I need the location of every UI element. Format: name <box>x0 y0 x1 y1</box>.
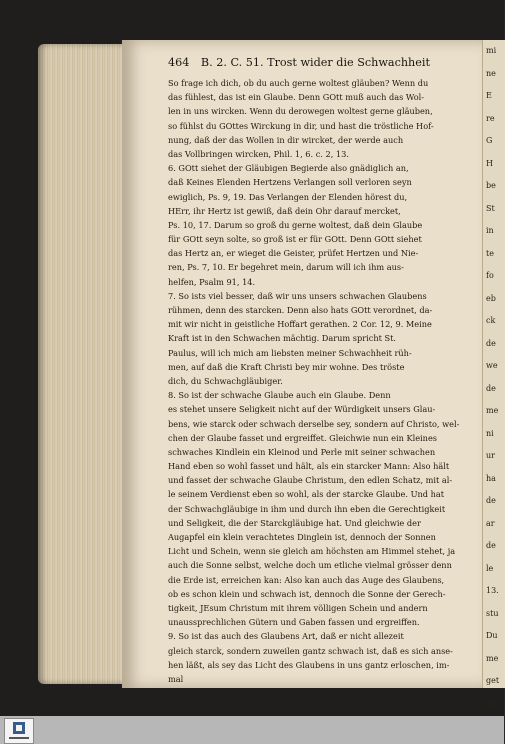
text-line: men, auf daß die Kraft Christi bey mir wohne. Des tröste <box>168 361 405 372</box>
text-line: gleich starck, sondern zuweilen gantz schwach ist, daß es sich anse- <box>168 645 453 656</box>
text-line: Ps. 10, 17. Darum so groß du gerne woltest, daß dein Glaube <box>168 219 423 230</box>
text-line: schwaches Kindlein ein Kleinod und Perle mit seiner schwachen <box>168 446 436 457</box>
facing-page-line: Du <box>486 631 498 640</box>
facing-page-line: St <box>486 203 495 213</box>
facing-page-line: te <box>486 248 494 258</box>
text-line: len in uns wircken. Wenn du derowegen woltest gerne gläuben, <box>168 106 433 117</box>
text-line: So frage ich dich, ob du auch gerne woltest gläuben? Wenn du <box>168 78 429 88</box>
facing-page-line: de <box>486 383 496 393</box>
text-line: Licht und Schein, wenn sie gleich am höchsten am Himmel stehet, ja <box>168 546 456 557</box>
text-line: 8. So ist der schwache Glaube auch ein Glaube. Denn <box>168 390 391 401</box>
facing-page-line: ck <box>486 316 496 325</box>
page-number: 464 <box>168 56 190 69</box>
text-line: das Vollbringen wircken, Phil. 1, 6. c. 2, 13. <box>168 148 349 159</box>
facing-page-line: le <box>486 563 494 573</box>
facing-page-line: we <box>486 361 498 370</box>
text-line: mal <box>168 673 184 684</box>
facing-page-line: ha <box>486 473 496 483</box>
text-line: HErr, ihr Hertz ist gewiß, daß dein Ohr darauf mercket, <box>168 205 401 216</box>
text-line: das Hertz an, er wieget die Geister, prüfet Hertzen und Nie- <box>168 248 419 259</box>
facing-page-line: ar <box>486 518 495 528</box>
facing-page-line: ur <box>486 451 495 460</box>
text-line: tigkeit, JEsum Christum mit ihrem völligen Schein und andern <box>168 602 428 613</box>
text-line: unaussprechlichen Gütern und Gaben fassen und ergreiffen. <box>168 617 420 628</box>
text-line: ren, Ps. 7, 10. Er begehret mein, darum will ich ihm aus- <box>168 262 404 273</box>
text-line: das fühlest, das ist ein Glaube. Denn GOtt muß auch das Wol- <box>168 92 425 103</box>
facing-page-line: in <box>486 226 494 235</box>
facing-page-line: de <box>486 496 496 505</box>
text-line: Hand eben so wohl fasset und hält, als ein starcker Mann: Also hält <box>168 461 450 472</box>
book-page-edges <box>38 44 124 684</box>
text-line: helfen, Psalm 91, 14. <box>168 276 256 287</box>
facing-page-line: me <box>486 406 499 415</box>
facing-page-line: me <box>486 653 499 663</box>
text-line: Paulus, will ich mich am liebsten meiner Schwachheit rüh- <box>168 347 412 358</box>
facing-page-line: mi <box>486 46 497 55</box>
text-line: daß Keines Elenden Hertzens Verlangen soll verloren seyn <box>168 177 412 188</box>
text-line: so fühlst du GOttes Wirckung in dir, und hast die tröstliche Hof- <box>168 120 434 131</box>
facing-page-fragment <box>482 40 505 708</box>
text-line: chen der Glaube fasset und ergreiffet. Gleichwie nun ein Kleines <box>168 432 438 443</box>
text-line: und fasset der schwache Glaube Christum, den edlen Schatz, mit al- <box>168 475 453 486</box>
text-line: und Seligkeit, die der Starckgläubige hat. Und gleichwie der <box>168 517 421 528</box>
running-title: B. 2. C. 51. Trost wider die Schwachheit <box>200 56 430 69</box>
text-line: es stehet unsere Seligkeit nicht auf der Würdigkeit unsers Glau- <box>168 404 436 415</box>
facing-page-line: fo <box>486 271 494 280</box>
text-line: Augapfel ein klein verachtetes Dinglein ist, dennoch der Sonnen <box>168 532 436 542</box>
text-line: die Erde ist, erreichen kan: Also kan auch das Auge des Glaubens, <box>168 574 445 585</box>
facing-page-line: stu <box>486 608 499 618</box>
viewer-footer-bar <box>0 716 504 744</box>
running-header <box>168 56 468 74</box>
text-line: 9. So ist das auch des Glaubens Art, daß er nicht allezeit <box>168 631 404 642</box>
facing-page-line: 13. <box>486 586 499 595</box>
facing-page-line: H <box>486 158 493 168</box>
text-line: le seinem Verdienst eben so wohl, als der starcke Glaube. Und hat <box>168 489 445 500</box>
facing-page-line: de <box>486 698 496 708</box>
text-line: ewiglich, Ps. 9, 19. Das Verlangen der Elenden hörest du, <box>168 191 408 202</box>
page-body-text <box>168 76 480 686</box>
facing-page-line: de <box>486 541 496 550</box>
text-line: der Schwachgläubige in ihm und durch ihn eben die Gerechtigkeit <box>168 503 446 514</box>
facing-page-line: E <box>486 91 492 100</box>
text-line: nung, daß der das Wollen in dir wircket, der werde auch <box>168 134 404 145</box>
text-line: ob es schon klein und schwach ist, dennoch die Sonne der Gerech- <box>168 588 446 599</box>
text-line: hen läßt, als sey das Licht des Glaubens in uns gantz erloschen, im- <box>168 659 450 670</box>
facing-page-line: ne <box>486 68 496 78</box>
facing-page-line: de <box>486 338 496 348</box>
text-line: mit wir nicht in geistliche Hoffart gerathen. 2 Cor. 12, 9. Meine <box>168 319 432 330</box>
text-line: für GOtt seyn solte, so groß ist er für GOtt. Denn GOtt siehet <box>168 234 422 245</box>
text-line: auch die Sonne selbst, welche doch um etliche vielmal grösser denn <box>168 560 452 571</box>
facing-page-line: be <box>486 181 496 190</box>
text-line: bens, wie starck oder schwach derselbe sey, sondern auf Christo, wel- <box>168 418 460 429</box>
text-line: dich, du Schwachgläubiger. <box>168 375 283 386</box>
facing-page-line: eb <box>486 293 496 303</box>
text-line: 6. GOtt siehet der Gläubigen Begierde also gnädiglich an, <box>168 163 409 174</box>
library-seal-icon <box>5 719 33 743</box>
text-line: rühmen, denn des starcken. Denn also hats GOtt verordnet, da- <box>168 305 433 315</box>
facing-page-line: re <box>486 113 495 123</box>
facing-page-line: ni <box>486 428 494 438</box>
facing-page-line: G <box>486 136 493 145</box>
text-line: Kraft ist in den Schwachen mächtig. Darum spricht St. <box>168 333 397 344</box>
library-seal-logo <box>4 718 34 744</box>
text-line: 7. So ists viel besser, daß wir uns unsers schwachen Glaubens <box>168 290 427 301</box>
facing-page-line: get <box>486 676 500 685</box>
